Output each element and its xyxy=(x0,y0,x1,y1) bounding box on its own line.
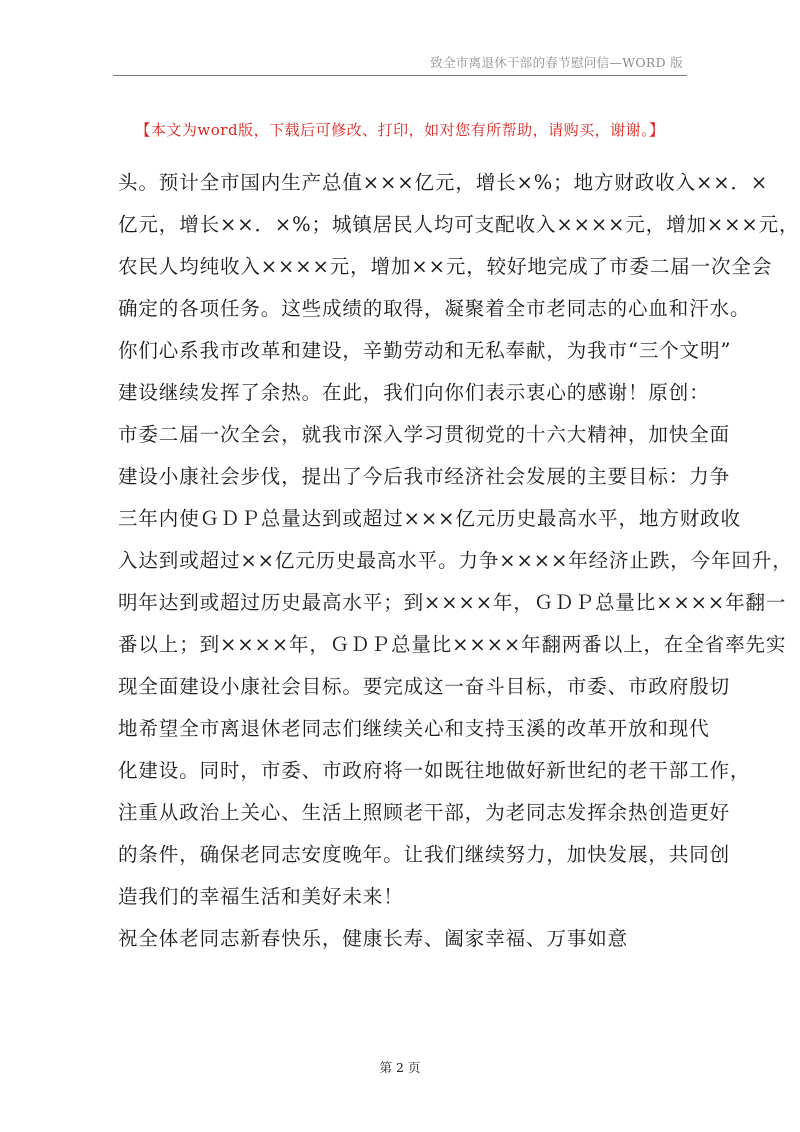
body-line: 市委二届一次全会，就我市深入学习贯彻党的十六大精神，加快全面 xyxy=(118,423,731,446)
body-line: 地希望全市离退休老同志们继续关心和支持玉溪的改革开放和现代 xyxy=(118,717,710,740)
body-line: 你们心系我市改革和建设，辛勤劳动和无私奉献，为我市“三个文明” xyxy=(118,339,732,362)
page-number: 第 2 页 xyxy=(379,1060,421,1075)
body-line: 注重从政治上关心、生活上照顾老干部，为老同志发挥余热创造更好 xyxy=(118,801,731,824)
body-line: 亿元，增长××．×%；城镇居民人均可支配收入××××元，增加×××元， xyxy=(118,213,800,236)
body-line: 建设小康社会步伐，提出了今后我市经济社会发展的主要目标：力争 xyxy=(118,465,731,488)
body-line: 明年达到或超过历史最高水平；到××××年，ＧＤＰ总量比××××年翻一 xyxy=(118,591,787,614)
header-rule xyxy=(113,75,687,76)
body-line: 化建设。同时，市委、市政府将一如既往地做好新世纪的老干部工作， xyxy=(118,759,751,782)
body-line: 番以上；到××××年，ＧＤＰ总量比××××年翻两番以上，在全省率先实 xyxy=(118,633,787,656)
letter-body xyxy=(118,168,800,966)
body-line: 建设继续发挥了余热。在此，我们向你们表示衷心的感谢！原创： xyxy=(118,381,710,404)
body-line: 造我们的幸福生活和美好未来！ xyxy=(118,885,404,908)
closing-wishes: 祝全体老同志新春快乐，健康长寿、阖家幸福、万事如意 xyxy=(118,927,629,950)
body-line: 农民人均纯收入××××元，增加××元，较好地完成了市委二届一次全会 xyxy=(118,255,773,278)
download-notice: 【本文为word版，下载后可修改、打印，如对您有所帮助，请购买，谢谢。】 xyxy=(135,121,665,139)
body-line: 确定的各项任务。这些成绩的取得，凝聚着全市老同志的心血和汗水。 xyxy=(118,297,751,320)
body-line: 头。预计全市国内生产总值×××亿元，增长×%；地方财政收入××．× xyxy=(118,171,769,194)
body-line: 三年内使ＧＤＰ总量达到或超过×××亿元历史最高水平，地方财政收 xyxy=(118,507,741,530)
page-header-title: 致全市离退休干部的春节慰问信—WORD 版 xyxy=(430,55,683,70)
body-line: 现全面建设小康社会目标。要完成这一奋斗目标，市委、市政府殷切 xyxy=(118,675,731,698)
body-line: 入达到或超过××亿元历史最高水平。力争××××年经济止跌，今年回升， xyxy=(118,549,793,572)
body-line: 的条件，确保老同志安度晚年。让我们继续努力，加快发展，共同创 xyxy=(118,843,731,866)
